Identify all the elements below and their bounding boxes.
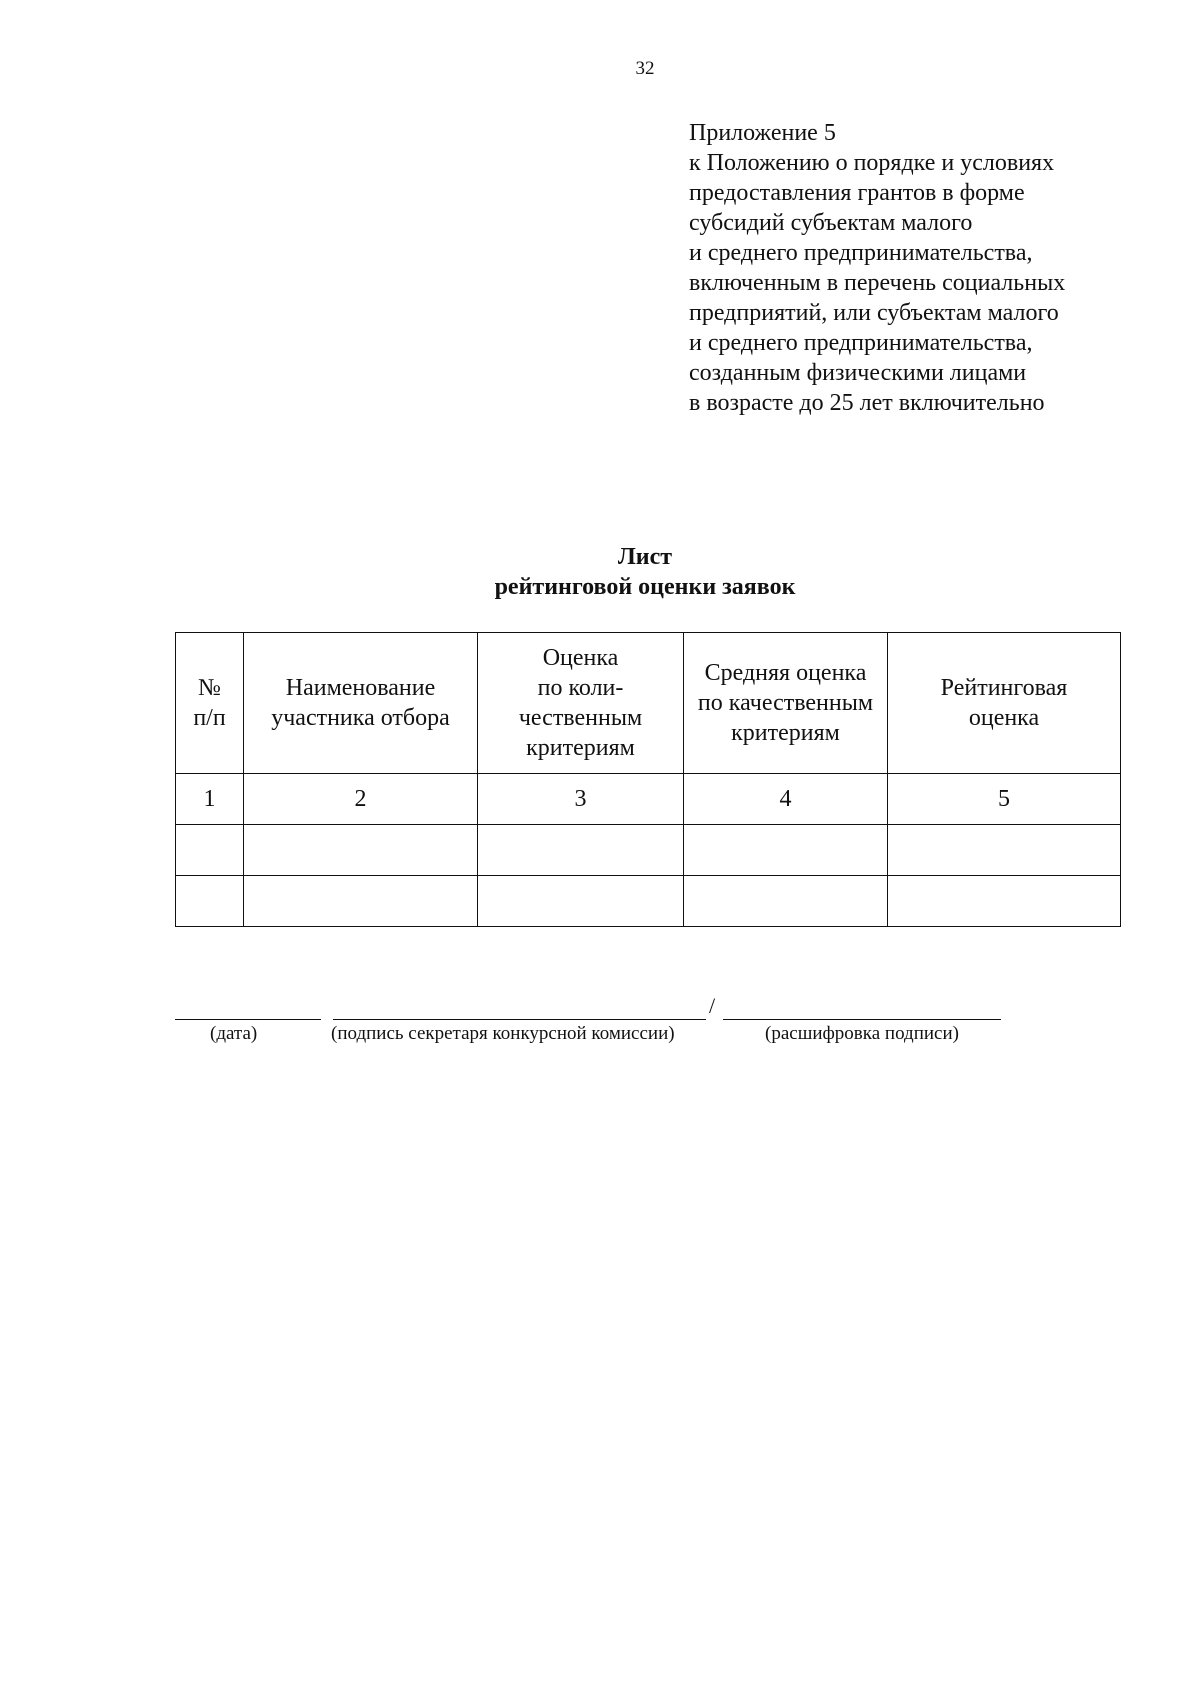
date-line xyxy=(175,1019,321,1020)
table-row xyxy=(176,876,1121,927)
header-text: критериям xyxy=(526,735,635,761)
header-text: Оценка xyxy=(542,645,619,671)
document-title: Лист xyxy=(617,544,673,570)
header-rating-score xyxy=(888,633,1121,774)
table-header-row xyxy=(176,633,1121,774)
table-row xyxy=(176,825,1121,876)
signature-line xyxy=(333,1019,706,1020)
column-number-row xyxy=(176,774,1121,825)
header-participant-name xyxy=(244,633,478,774)
header-text: № xyxy=(198,675,221,701)
header-text: Наименование xyxy=(285,675,436,701)
appendix-line: предоставления грантов в форме xyxy=(689,180,1025,206)
appendix-line: в возрасте до 25 лет включительно xyxy=(689,390,1045,416)
appendix-line: и среднего предпринимательства, xyxy=(689,240,1033,266)
table-cell xyxy=(684,825,888,876)
header-quantitative-score xyxy=(478,633,684,774)
table-cell xyxy=(244,876,478,927)
appendix-line: включенным в перечень социальных xyxy=(689,270,1066,296)
table-cell xyxy=(888,825,1121,876)
signature-separator: / xyxy=(709,993,716,1018)
transcript-line xyxy=(723,1019,1001,1020)
appendix-line: созданным физическими лицами xyxy=(689,360,1027,386)
column-number-cell: 4 xyxy=(684,774,888,825)
table-cell xyxy=(176,876,244,927)
header-text: Средняя оценка xyxy=(704,660,867,686)
header-text: по качественным xyxy=(697,690,874,716)
header-number xyxy=(176,633,244,774)
table-cell xyxy=(478,876,684,927)
table-cell xyxy=(888,876,1121,927)
table-cell xyxy=(176,825,244,876)
header-qualitative-score xyxy=(684,633,888,774)
header-text: оценка xyxy=(968,705,1040,731)
column-number-cell: 5 xyxy=(888,774,1121,825)
table-cell xyxy=(684,876,888,927)
column-number-cell: 3 xyxy=(478,774,684,825)
header-text: п/п xyxy=(193,705,226,731)
document-subtitle: рейтинговой оценки заявок xyxy=(494,574,796,600)
appendix-line: предприятий, или субъектам малого xyxy=(689,300,1059,326)
appendix-line: Приложение 5 xyxy=(689,120,836,146)
table-cell xyxy=(244,825,478,876)
header-text: чественным xyxy=(518,705,643,731)
header-text: критериям xyxy=(731,720,840,746)
signature-label: (подпись секретаря конкурсной комиссии) xyxy=(331,1023,675,1044)
page-number: 32 xyxy=(635,58,655,79)
transcript-label: (расшифровка подписи) xyxy=(765,1023,959,1044)
column-number-cell: 2 xyxy=(244,774,478,825)
appendix-line: и среднего предпринимательства, xyxy=(689,330,1033,356)
appendix-line: к Положению о порядке и условиях xyxy=(689,150,1055,176)
header-text: Рейтинговая xyxy=(940,675,1068,701)
header-text: по коли- xyxy=(537,675,624,701)
table-cell xyxy=(478,825,684,876)
appendix-note xyxy=(689,118,1065,418)
rating-table xyxy=(175,632,1121,927)
header-text: участника отбора xyxy=(271,705,450,731)
appendix-line: субсидий субъектам малого xyxy=(689,210,973,236)
column-number-cell: 1 xyxy=(176,774,244,825)
date-label: (дата) xyxy=(210,1023,258,1044)
